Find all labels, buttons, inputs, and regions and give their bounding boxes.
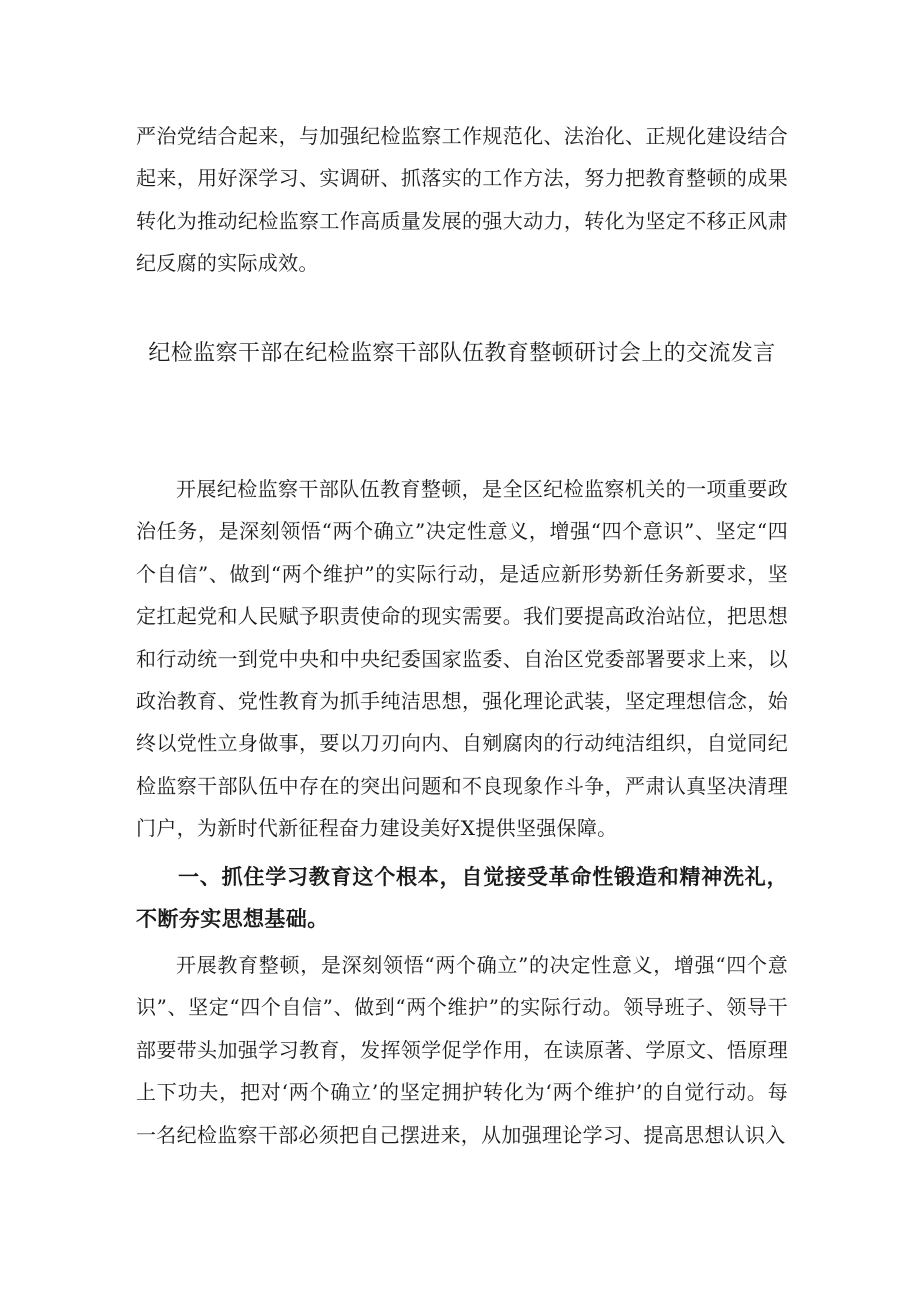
continuation-paragraph: 严治党结合起来，与加强纪检监察工作规范化、法治化、正规化建设结合起来，用好深学习、实调研、抓落实的工作方法，努力把教育整顿的成果转化为推动纪检监察工作高质量发展的强大动力，转化为坚定不移正风肃纪反腐的实际成效。 bbox=[136, 124, 788, 276]
intro-paragraph: 开展纪检监察干部队伍教育整顿，是全区纪检监察机关的一项重要政治任务，是深刻领悟“两个确立”决定性意义，增强“四个意识”、坚定“四个自信”、做到“两个维护”的实际行动，是适应新形势新任务新要求，坚定扛起党和人民赋予职责使命的现实需要。我们要提高政治站位，把思想和行动统一到党中央和中央纪委国家监委、自治区党委部署要求上来，以政治教育、党性教育为抓手纯洁思想，强化理论武装，坚定理想信念，始终以党性立身做事，要以刀刃向内、自剜腐肉的行动纯洁组织，自觉同纪检监察干部队伍中存在的突出问题和不良现象作斗争，严肃认真坚决清理门户，为新时代新征程奋力建设美好X提供坚强保障。 bbox=[136, 477, 788, 841]
section-1-heading: 一、抓住学习教育这个根本，自觉接受革命性锻造和精神洗礼，不断夯实思想基础。 bbox=[136, 865, 788, 931]
document-title: 纪检监察干部在纪检监察干部队伍教育整顿研讨会上的交流发言 bbox=[148, 341, 776, 366]
section-1-paragraph: 开展教育整顿，是深刻领悟“两个确立”的决定性意义，增强“四个意识”、坚定“四个自信”、做到“两个维护”的实际行动。领导班子、领导干部要带头加强学习教育，发挥领学促学作用，在读原著、学原文、悟原理上下功夫，把对‘两个确立’的坚定拥护转化为‘两个维护’的自觉行动。每一名纪检监察干部必须把自己摆进来，从加强理论学习、提高思想认识入 bbox=[136, 953, 788, 1147]
